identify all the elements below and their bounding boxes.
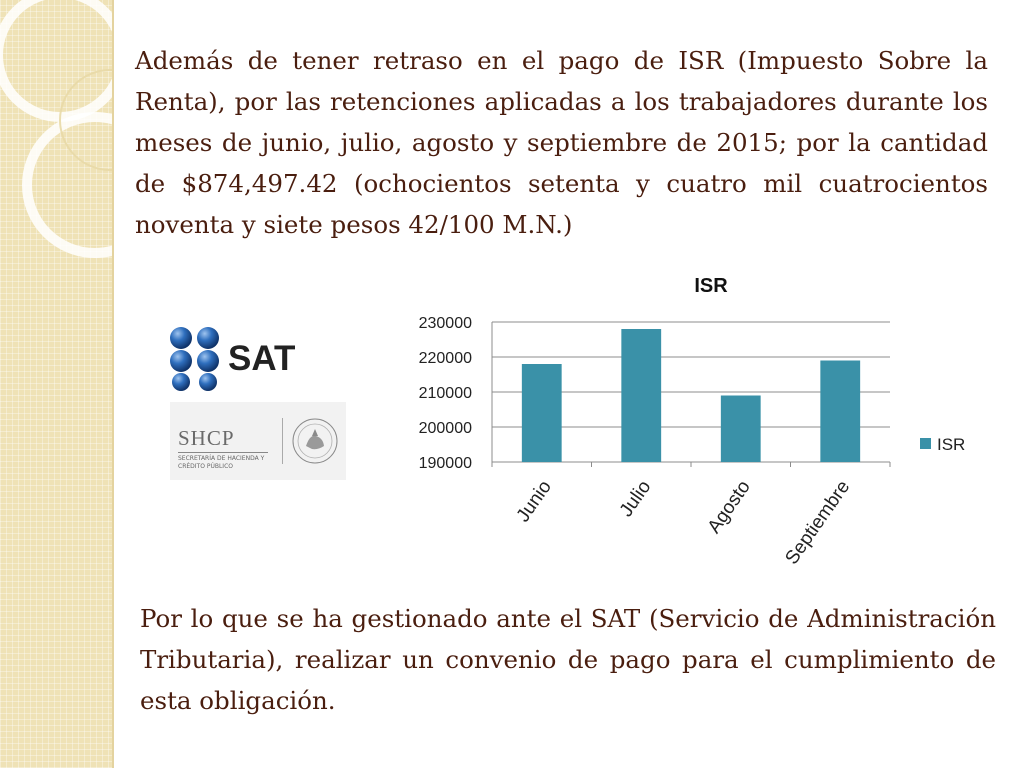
decorative-side-strip bbox=[0, 0, 114, 768]
x-tick-label: Junio bbox=[512, 476, 556, 527]
national-seal-icon bbox=[290, 416, 340, 466]
legend-swatch bbox=[920, 438, 931, 449]
y-tick-label: 230000 bbox=[418, 315, 472, 332]
shcp-logo bbox=[170, 402, 346, 480]
bar-julio bbox=[621, 329, 661, 462]
bar-agosto bbox=[721, 396, 761, 463]
sat-logo bbox=[168, 326, 330, 392]
x-tick-label: Agosto bbox=[703, 476, 755, 538]
isr-bar-chart bbox=[380, 262, 1000, 592]
bar-junio bbox=[522, 364, 562, 462]
bar-septiembre bbox=[820, 361, 860, 463]
closing-paragraph: Por lo que se ha gestionado ante el SAT (Servicio de Administración Tributaria), realizar un convenio de pago para el cumplimiento de esta obligación. bbox=[140, 604, 996, 715]
y-tick-label: 190000 bbox=[418, 455, 472, 472]
y-tick-label: 220000 bbox=[418, 350, 472, 367]
y-tick-label: 200000 bbox=[418, 420, 472, 437]
shcp-logo-text: SHCP bbox=[178, 426, 235, 450]
intro-paragraph: Además de tener retraso en el pago de ISR (Impuesto Sobre la Renta), por las retenciones aplicadas a los trabajadores durante los meses de junio, julio, agosto y septiembre de 2015; por la cantidad de $874,497.42 (ochocientos setenta y cuatro mil cuatrocientos noventa y siete pesos 42/100 M.N.) bbox=[135, 46, 988, 239]
shcp-underline bbox=[178, 452, 268, 453]
chart-title: ISR bbox=[694, 275, 728, 297]
shcp-subtitle: SECRETARÍA DE HACIENDA Y CRÉDITO PÚBLICO bbox=[178, 455, 265, 470]
x-tick-label: Septiembre bbox=[781, 476, 855, 569]
x-tick-label: Julio bbox=[615, 476, 656, 521]
y-tick-label: 210000 bbox=[418, 385, 472, 402]
legend-label: ISR bbox=[937, 435, 966, 454]
shcp-divider bbox=[282, 418, 283, 464]
sat-logo-text: SAT bbox=[228, 339, 296, 378]
decorative-circles bbox=[0, 0, 112, 768]
